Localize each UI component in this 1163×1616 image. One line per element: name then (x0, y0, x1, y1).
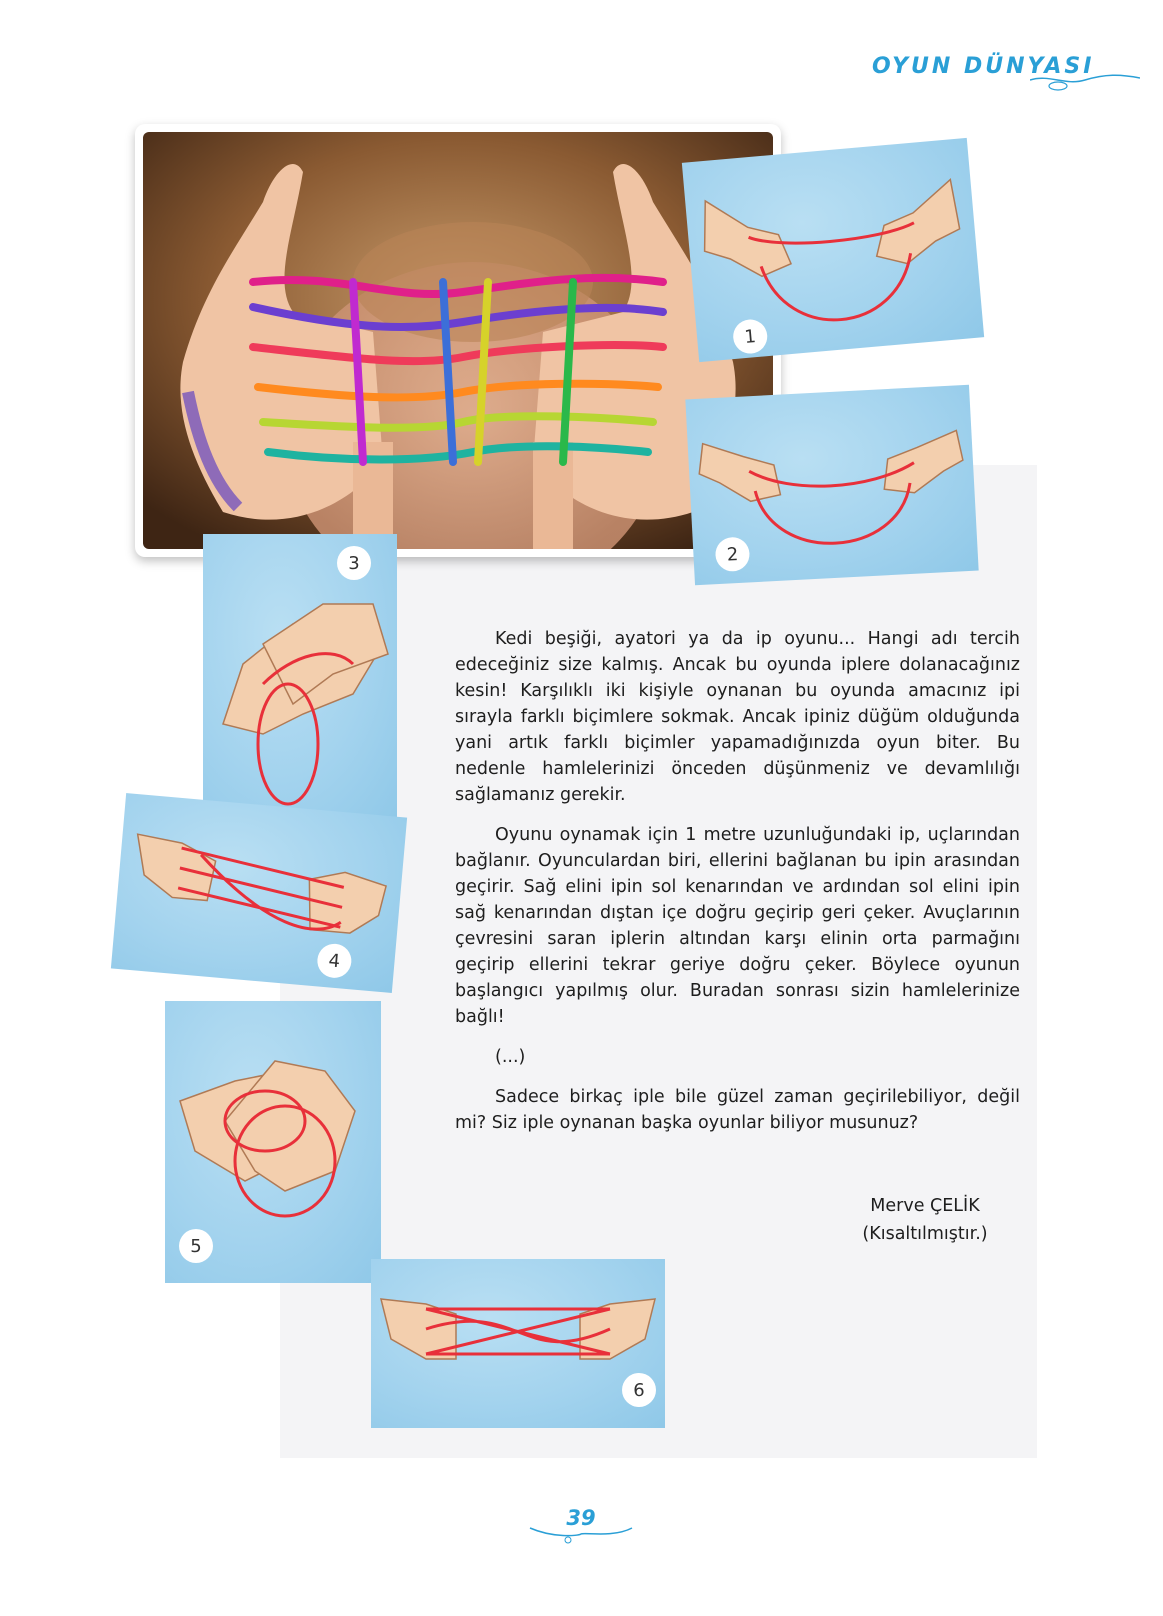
author-name: Merve ÇELİK (870, 1196, 980, 1216)
hands-string-icon (203, 534, 397, 822)
cats-cradle-photo (143, 132, 773, 549)
step-number-badge: 4 (316, 942, 353, 979)
page-number: 39 (566, 1506, 596, 1530)
step-number-badge: 1 (732, 318, 769, 355)
author-block (845, 1192, 1005, 1248)
illustration-step-3 (203, 534, 397, 822)
section-title: OYUN DÜNYASI (872, 54, 1095, 79)
header-wave-decoration (1030, 72, 1140, 102)
illustration-step-5 (165, 1001, 381, 1283)
article-paragraph: Oyunu oynamak için 1 metre uzunluğundaki ip, uçlarından bağlanır. Oyunculardan biri, ellerini bağlanan bu ipin arasından geçirir. Sağ elini ipin sol kenarından ve ardından sol elini ipin sağ kenarından dıştan içe doğru geçirip geri çeker. Avuçlarının çevresini saran iplerin altından karşı elinin orta parmağını geçirip ellerini tekrar geriye doğru çeker. Böylece oyunun başlangıcı yapılmış olur. Buradan sonrası sizin hamlelerinize bağlı! (455, 825, 1020, 1027)
step-number-badge: 5 (179, 1229, 213, 1263)
illustration-step-6 (371, 1259, 665, 1428)
illustration-step-2 (685, 385, 978, 586)
step-number-badge: 3 (337, 546, 371, 580)
article-paragraph: Kedi beşiği, ayatori ya da ip oyunu... Hangi adı tercih edeceğiniz size kalmış. Ancak bu oyunda iplere dolanacağınız kesin! Karşılıklı iki kişiyle oynanan bu oyunda amacınız ipi sırayla farklı biçimlere sokmak. Ancak ipiniz düğüm olduğunda yani artık farklı biçimler yapamadığınızda oyun biter. Bu nedenle hamlelerinizi önceden düşünmeniz ve devamlılığı sağlamanız gerekir. (455, 629, 1020, 805)
page-number-wave-decoration (528, 1522, 634, 1546)
illustration-step-4 (111, 793, 407, 993)
article-paragraph: Sadece birkaç iple bile güzel zaman geçirilebiliyor, değil mi? Siz iple oynanan başka oyunlar biliyor musunuz? (455, 1087, 1020, 1133)
hands-string-icon (682, 138, 984, 362)
abridged-note: (Kısaltılmıştır.) (862, 1224, 988, 1244)
article-body (455, 626, 1020, 1150)
step-number-badge: 6 (622, 1373, 656, 1407)
step-number-badge: 2 (715, 536, 751, 572)
illustration-step-1 (682, 138, 984, 362)
article-paragraph: (...) (495, 1047, 526, 1067)
hands-string-icon (111, 793, 407, 993)
hands-string-icon (371, 1259, 665, 1428)
